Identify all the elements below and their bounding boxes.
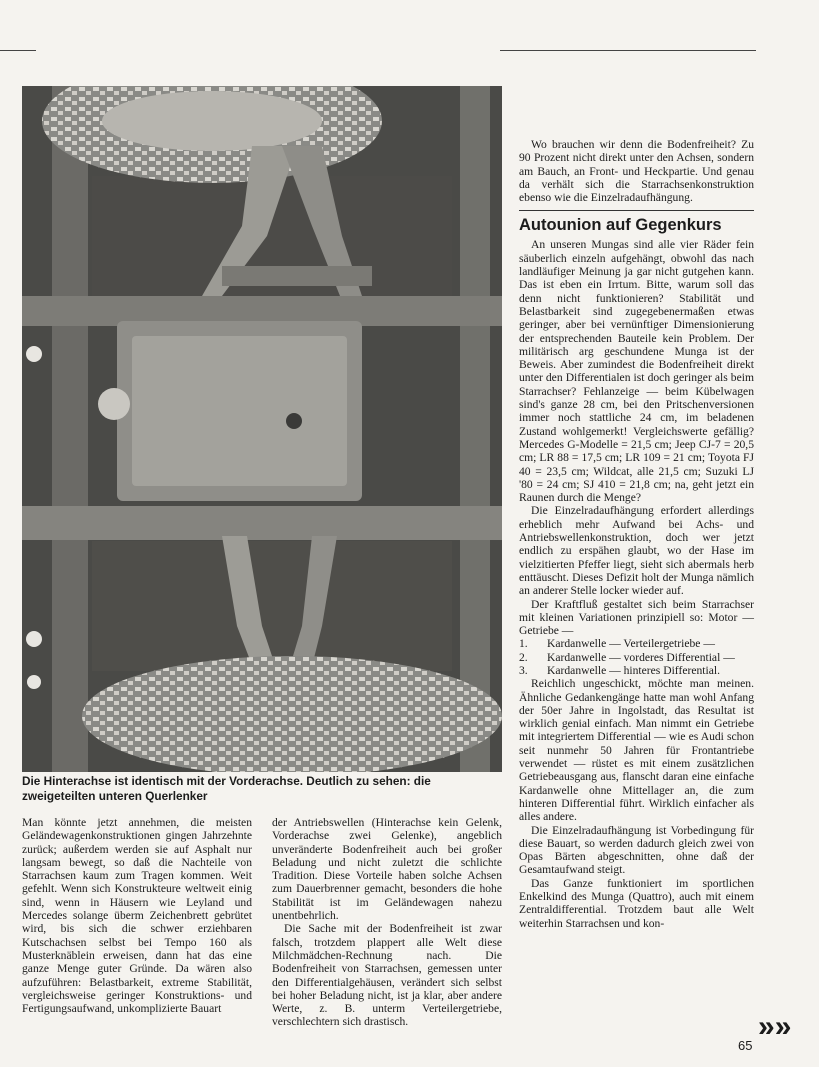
continue-arrows-icon: »»	[758, 1010, 792, 1043]
top-rule-right	[500, 50, 756, 51]
body-paragraph: der Antriebswellen (Hinterachse kein Gelenk, Vorderachse zwei Gelenke), angeblich unveränderte Bodenfreiheit auch bei großer Beladung und nicht zuletzt die schlichte Tradition. Diese Vorteile haben solche Achsen zum Dauerbrenner gemacht, besonders die hohe Stabilität ist im Geländewagen nahezu unentbehrlich.	[272, 816, 502, 923]
power-flow-list	[519, 637, 754, 677]
body-paragraph: Reichlich ungeschickt, möchte man meinen. Ähnliche Gedankengänge hatte man wohl Anfang der 50er Jahre in Ingolstadt, das Resultat ist wirklich genial einfach. Man nimmt ein Getriebe mit integriertem Differential — wie es Audi schon seit nunmehr 50 Jahren für Frontantriebe verwendet — rüstet es mit einem zusätzlichen Getriebeausgang aus, flanscht daran eine einfache Kardanwelle ohne Mittellager an, die zum hinteren Differential führt. Wirklich einfacher als alles andere.	[519, 677, 754, 824]
list-item: 1. Kardanwelle — Verteilergetriebe —	[519, 637, 715, 651]
body-paragraph: Das Ganze funktioniert im sportlichen Enkelkind des Munga (Quattro), auch mit einem Zentraldifferential. Trotzdem baut alle Welt weiterhin Starrachsen und kon-	[519, 876, 754, 930]
chassis-photo	[22, 86, 502, 772]
heading-rule	[519, 210, 754, 211]
body-paragraph: Die Einzelradaufhängung erfordert allerdings erheblich mehr Aufwand bei Achs- und Antriebswellenkonstruktion, doch wer jetzt endlich zu erspähen glaubt, wo der Hase im vielzitierten Pfeffer liegt, sieht sich abermals herb enttäuscht. Dieses Defizit holt der Munga nämlich an anderer Stelle locker wieder auf.	[519, 504, 754, 598]
list-item: 3. Kardanwelle — hinteres Differential.	[519, 663, 720, 677]
body-paragraph: Man könnte jetzt annehmen, die meisten Geländewagenkonstruktionen gingen Jahrzehnte zurück; außerdem werden sie auf Asphalt nur langsam bewegt, so daß die Nachteile von Starrachsen kaum zum Tragen kommen. Weit gefehlt. Wenn sich Konstrukteure weltweit einig sind, wenn in Häusern wie Leyland und Mercedes solange überm Zeichenbrett gebrütet wird, bis sich die schwer erziehbaren Kutschachsen selbst bei Tempo 160 als Musterknäblein erweisen, dann hat das eine ganze Menge guter Gründe. Da wären also aufzuführen: Belastbarkeit, extreme Stabilität, vergleichsweise geringer Konstruktions- und Fertigungsaufwand, unkomplizierte Bauart	[22, 816, 252, 1016]
page-number: 65	[738, 1038, 753, 1053]
chassis-photo-graphic	[22, 86, 502, 772]
intro-paragraph: Wo brauchen wir denn die Bodenfreiheit? Zu 90 Prozent nicht direkt unter den Achsen, sondern am Bauch, an Front- und Heckpartie. Und genau da verhält sich die Starrachsenkonstruktion ebenso wie die Einzelradaufhängung.	[519, 138, 754, 205]
text-column-2	[272, 816, 502, 1029]
text-column-1	[22, 816, 252, 1015]
body-paragraph: Die Sache mit der Bodenfreiheit ist zwar falsch, trotzdem plappert alle Welt diese Milchmädchen-Rechnung nach. Die Bodenfreiheit von Starrachsen, gemessen unter den Differentialgehäusen, verändert sich selbst bei hoher Beladung nicht, ist ja klar, aber andere Werte, z. B. unterm Verteilergetriebe, verschlechtern sich drastisch.	[272, 922, 502, 1029]
list-item: 2. Kardanwelle — vorderes Differential —	[519, 650, 735, 664]
text-column-3	[519, 138, 754, 930]
section-heading: Autounion auf Gegenkurs	[519, 216, 722, 235]
body-paragraph: Der Kraftfluß gestaltet sich beim Starrachser mit kleinen Variationen prinzipiell so: Motor — Getriebe —	[519, 597, 754, 638]
body-paragraph: An unseren Mungas sind alle vier Räder fein säuberlich einzeln aufgehängt, obwohl das nach landläufiger Meinung ja gar nicht gutgehen kann. Das ist eben ein Irrtum. Bitte, warum soll das denn nicht funktionieren? Stabilität und Belastbarkeit sind zugegebenermaßen etwas geringer, aber bei vernünftiger Dimensionierung der entsprechenden Bauteile kein Problem. Der militärisch arg geschundene Munga ist der Beweis. Aber zumindest die Bodenfreiheit direkt unter den Differentialen ist doch geringer als beim Starrachser? Fehlanzeige — beim Kübelwagen sind's ganze 28 cm, bei den Pritschenversionen immer noch stattliche 24 cm, im beladenen Zustand wohlgemerkt! Vergleichswerte gefällig? Mercedes G-Modelle = 21,5 cm; Jeep CJ-7 = 20,5 cm; LR 88 = 17,5 cm; LR 109 = 21 cm; Toyota FJ 40 = 23,5 cm; Wildcat, alle 21,5 cm; Suzuki LJ '80 = 24 cm; SJ 410 = 21,8 cm; na, geht jetzt ein Raunen durch die Menge?	[519, 238, 754, 505]
body-paragraph: Die Einzelradaufhängung ist Vorbedingung für diese Bauart, so werden dadurch gleich zwei von Opas Bärten abgeschnitten, ohne daß der Gesamtaufwand steigt.	[519, 823, 754, 877]
photo-caption: Die Hinterachse ist identisch mit der Vorderachse. Deutlich zu sehen: die zweigeteilten unteren Querlenker	[22, 774, 431, 803]
top-rule-left	[0, 50, 36, 51]
